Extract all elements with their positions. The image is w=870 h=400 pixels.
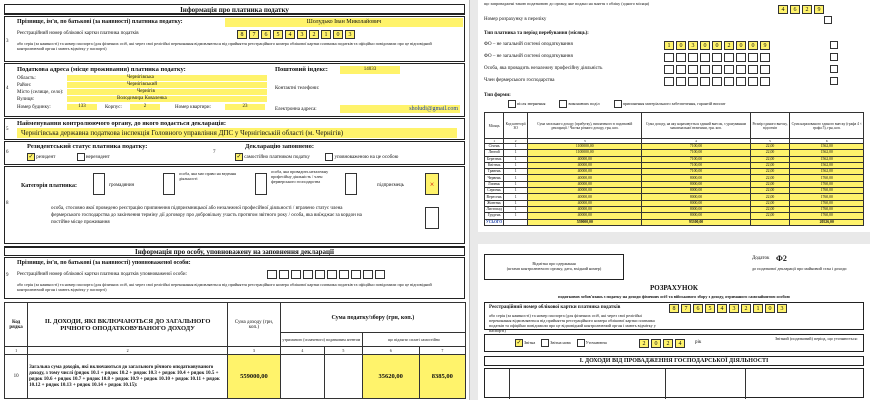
f2-id-note: або серія (за наявності) та номер паспорта (для фізичних осіб, які через свої релігійні переконання відмовляються від прийняття реєстраційного номера облікової картки платника податків та офіційно повідомили про це відповідний контролюючий орган і мають відмітку у паспорті) (489, 313, 656, 333)
esv-value-cell[interactable]: 22,00 (750, 169, 790, 175)
digit-cell[interactable] (736, 77, 746, 86)
digit-cell[interactable] (375, 270, 385, 279)
digit-cell[interactable] (351, 270, 361, 279)
digit-cell[interactable] (291, 270, 301, 279)
esv-value-cell[interactable]: 22,00 (750, 181, 790, 187)
esv-line (484, 52, 864, 64)
digit-cell[interactable] (676, 77, 686, 86)
digit-cell[interactable]: 3 (297, 30, 307, 39)
cat-entitled-label: особа, яка має право на ведення діяльності (179, 171, 236, 181)
digit-cell[interactable]: 2 (663, 339, 673, 348)
row10-text: Загальна сума доходів, які включаються до загального річного оподатковуваного доходу, з тому числі (рядок 10.1 + рядок 10.2 + рядок 10.3 + рядок 10.4 + рядок 10.5 + рядок 10.6 + рядок 10.7 + рядок 10.8 + рядок 10.9 + рядок 10.10 + рядок 10.11 + рядок 10.12 + рядок 10.13 + рядок 10.14 + рядок 10.15): (28, 355, 228, 399)
row10-self-mil[interactable]: 8385,00 (419, 355, 465, 399)
digit-cell[interactable]: 5 (705, 304, 715, 313)
payer-name-label: Прізвище, ім'я, по батькові (за наявності) платника податку: (17, 19, 183, 25)
house-field[interactable]: 133 (67, 104, 97, 110)
esv-value-cell[interactable]: 22,00 (750, 200, 790, 206)
esv-value-cell[interactable]: 1562,00 (790, 169, 864, 175)
nonresident-checkbox[interactable] (77, 153, 85, 161)
address-block: 4 Податкова адреса (місце проживання) платника податку: Поштовий індекс: 14033 Область: Чернігівська Район: Чернігівський Місто (селище, село): Чернігів Вулиця: Володимира Коваленка Номер будинку: 133 Корпус: 2 Номер квартири: 23 Контактні телефони: Електронна адреса: sholudi@gmail.com (4, 63, 465, 117)
cat-other-label: особа, стосовно якої проведено реєстрацію припинення підприємницької або незалежної професійної діяльності / втрачено статус члена фермерського господарства до закінчення терміну дії договору про добровільну участь протягом звітного року / особа, яка виїжджає за кордон на постійне місце проживання (51, 206, 362, 225)
f2-subtitle: податкових зобов'язань з податку на доходи фізичних осіб та військового збору з доходу, отриманого самозайнятою особою (558, 294, 790, 299)
esv-month-cell: Жовтень (485, 200, 504, 206)
rep-header: Інформація про особу, уповноважену на заповнення декларації (4, 246, 465, 256)
digit-cell[interactable]: 2 (639, 339, 649, 348)
esv-value-cell[interactable]: 40000,00 (528, 175, 642, 181)
info-header: Інформація про платника податку (4, 4, 465, 15)
esv-value-cell[interactable]: 22,00 (750, 188, 790, 194)
appendix-note: до податкової декларації про майновий стан і доходи (752, 266, 847, 271)
filled-header: Декларацію заповнено: (245, 143, 314, 150)
rep-id-note: або серія (за наявності) та номер паспорта (для фізичних осіб, які через свої релігійні переконання відмовляються від прийняття реєстраційного номера облікової картки платника податків та офіційно повідомили про це відповідний контролюючий орган і мають відмітку у паспорті) (17, 282, 432, 292)
year-cells[interactable] (639, 339, 685, 348)
digit-cell[interactable] (315, 270, 325, 279)
digit-cell[interactable] (688, 77, 698, 86)
digit-cell[interactable]: 2 (309, 30, 319, 39)
esv-month-cell: Червень (485, 175, 504, 181)
esv-value-cell[interactable] (750, 219, 790, 225)
digit-cell[interactable] (327, 270, 337, 279)
cat-professional-checkbox[interactable] (255, 173, 267, 195)
esv-value-cell[interactable]: 22,00 (750, 175, 790, 181)
esv-line-checkbox[interactable] (830, 53, 838, 61)
authority-block: 5 Найменування контролюючого органу, до якого подається декларація: Чернігівська державна податкова інспекція Головного управління ДПС у Чернігівській області (м. Чернігів) (4, 118, 465, 140)
region-field[interactable]: Чернігівська (67, 75, 267, 81)
esv-col-header: Розмір єдиного внеску, відсотків (750, 113, 790, 139)
digit-cell[interactable] (748, 77, 758, 86)
digit-cell[interactable] (724, 65, 734, 74)
city-field[interactable]: Чернігів (67, 89, 267, 95)
digit-cell[interactable]: 2 (724, 41, 734, 50)
digit-cell[interactable] (712, 77, 722, 86)
esv-reg-label: Номер розрахунку в переліку (484, 17, 547, 22)
f2-option-label: Звітна нова (549, 340, 571, 346)
digit-cell[interactable] (339, 270, 349, 279)
esv-month-cell: Грудень (485, 213, 504, 219)
income-table (4, 302, 466, 399)
esv-value-cell[interactable]: 1562,00 (790, 162, 864, 168)
apt-label: Номер квартири: (175, 105, 211, 110)
digit-cell[interactable]: 0 (765, 304, 775, 313)
f2-option-label: Уточнююча (584, 340, 607, 346)
esv-value-cell[interactable]: 40000,00 (528, 206, 642, 212)
street-field[interactable]: Володимира Коваленка (67, 96, 267, 102)
esv-month-cell: Лютий (485, 150, 504, 156)
month-cells[interactable] (778, 5, 824, 14)
digit-cell[interactable]: 9 (760, 41, 770, 50)
digit-cell[interactable] (760, 77, 770, 86)
esv-value-cell[interactable]: 1 (504, 175, 528, 181)
digit-cell[interactable] (724, 77, 734, 86)
digit-cell[interactable] (712, 65, 722, 74)
esv-value-cell[interactable]: 1 (504, 206, 528, 212)
filled-self-checkbox[interactable]: ✓ (236, 154, 242, 160)
col-section: II. ДОХОДИ, ЯКІ ВКЛЮЧАЮТЬСЯ ДО ЗАГАЛЬНОГО РІЧНОГО ОПОДАТКОВУВАНОГО ДОХОДУ (28, 303, 228, 347)
digit-cell[interactable] (363, 270, 373, 279)
esv-col-number: 3 (528, 139, 642, 144)
digit-cell[interactable]: 6 (261, 30, 271, 39)
esv-col-number: 1 (485, 139, 504, 144)
digit-cell[interactable]: 8 (237, 30, 247, 39)
f2-option-checkbox[interactable]: ✓ (516, 340, 522, 346)
digit-cell[interactable]: 0 (676, 41, 686, 50)
digit-cell[interactable]: 4 (717, 304, 727, 313)
f2-id-cells[interactable] (669, 304, 787, 313)
email-label: Електронна адреса: (275, 107, 317, 112)
esv-value-cell[interactable]: 22,00 (750, 162, 790, 168)
address-header: Податкова адреса (місце проживання) платника податку: (17, 66, 186, 73)
digit-cell[interactable]: 7 (249, 30, 259, 39)
cat-other-checkbox[interactable] (425, 207, 439, 229)
esv-line-label: Особа, яка провадить незалежну професійну діяльність (484, 66, 603, 71)
digit-cell[interactable]: 3 (688, 41, 698, 50)
esv-line-checkbox[interactable] (830, 41, 838, 49)
esv-value-cell[interactable]: 7100,00 (642, 150, 750, 156)
resident-checkbox[interactable]: ✓ (28, 154, 34, 160)
digit-cell[interactable]: 1 (753, 304, 763, 313)
esv-col-header: Сума загального доходу (прибутку), виплаченого в податковій декларації / Частка річного доходу, грн, коп. (528, 113, 642, 139)
digit-cell[interactable]: 9 (814, 5, 824, 14)
esv-value-cell[interactable]: 1760,00 (790, 194, 864, 200)
esv-value-cell[interactable]: 1 (504, 194, 528, 200)
rep-name-label: Прізвище, ім'я, по батькові (за наявності) уповноваженої особи: (17, 260, 191, 266)
f2-id-label: Реєстраційний номер облікової картки платника податків (489, 305, 621, 310)
col-number: 6 (362, 347, 419, 355)
esv-col-number: 2 (504, 139, 528, 144)
esv-section-label: Тип платника та період перебування (місяць): (484, 31, 589, 36)
type-option-label: виконавчих поділ (567, 101, 600, 107)
digit-cell[interactable] (664, 65, 674, 74)
esv-value-cell[interactable]: 1562,00 (790, 150, 864, 156)
esv-reg-checkbox[interactable] (824, 16, 832, 24)
esv-table (484, 112, 864, 226)
digit-cell[interactable] (736, 65, 746, 74)
resident-label: резидент (36, 155, 56, 161)
tax-id-cells[interactable] (237, 30, 355, 39)
esv-value-cell[interactable]: 7100,00 (642, 156, 750, 162)
authority-header: Найменування контролюючого органу, до якого подається декларація: (17, 120, 227, 127)
type-option-label: після звернення (516, 101, 546, 107)
payer-name-field[interactable]: Шолудько Іван Миколайович (225, 18, 463, 27)
digit-cell[interactable] (712, 53, 722, 62)
esv-value-cell[interactable]: 40000,00 (528, 200, 642, 206)
cat-citizen-checkbox[interactable] (93, 173, 105, 195)
esv-value-cell[interactable]: 22,00 (750, 206, 790, 212)
f2-type-block (484, 334, 864, 352)
esv-month-cell: Серпень (485, 188, 504, 194)
row10-income[interactable]: 559000,00 (228, 355, 281, 399)
digit-cell[interactable]: 0 (700, 41, 710, 50)
esv-line (484, 64, 864, 76)
esv-type-options (508, 100, 739, 108)
postal-header: Поштовий індекс: (275, 66, 328, 73)
digit-cell[interactable] (748, 53, 758, 62)
digit-cell[interactable] (676, 65, 686, 74)
rep-id-cells[interactable] (267, 270, 385, 279)
esv-col-header: Місяць (485, 113, 504, 139)
year-suffix: рік (695, 340, 702, 345)
digit-cell[interactable]: 0 (651, 339, 661, 348)
esv-col-number: 6 (790, 139, 864, 144)
digit-cell[interactable]: 4 (675, 339, 685, 348)
esv-value-cell[interactable]: 40000,00 (528, 188, 642, 194)
digit-cell[interactable]: 5 (273, 30, 283, 39)
esv-value-cell[interactable]: 1 (504, 188, 528, 194)
digit-cell[interactable] (700, 53, 710, 62)
digit-cell[interactable] (688, 65, 698, 74)
digit-cell[interactable] (676, 53, 686, 62)
tax-id-label: Реєстраційний номер облікової картки платника податків (17, 31, 139, 36)
digit-cell[interactable]: 3 (729, 304, 739, 313)
esv-value-cell[interactable]: 1 (504, 156, 528, 162)
row10-code: 10 (5, 355, 28, 399)
digit-cell[interactable]: 0 (712, 41, 722, 50)
f2-section-table (484, 368, 864, 398)
digit-cell[interactable]: 2 (802, 5, 812, 14)
postal-field[interactable]: 14033 (340, 66, 400, 74)
esv-value-cell[interactable] (504, 219, 528, 225)
esv-value-cell[interactable]: 1100000,00 (528, 150, 642, 156)
esv-value-cell[interactable]: 1562,00 (790, 144, 864, 150)
digit-cell[interactable]: 2 (741, 304, 751, 313)
esv-value-cell[interactable]: 1 (504, 213, 528, 219)
esv-value-cell[interactable]: 40000,00 (528, 213, 642, 219)
cat-citizen-label: громадянин (109, 183, 135, 188)
digit-cell[interactable]: 8 (669, 304, 679, 313)
esv-value-cell[interactable]: 40000,00 (528, 181, 642, 187)
cat-blank-checkbox[interactable] (345, 173, 357, 195)
esv-line (484, 40, 864, 52)
esv-line-checkbox[interactable] (830, 65, 838, 73)
esv-value-cell[interactable]: 1 (504, 144, 528, 150)
esv-value-cell[interactable]: 1 (504, 150, 528, 156)
building-label: Корпус: (105, 105, 122, 110)
digit-cell[interactable]: 1 (664, 41, 674, 50)
esv-value-cell[interactable]: 40000,00 (528, 162, 642, 168)
f2-option-checkbox[interactable] (577, 339, 585, 347)
esv-row (485, 219, 864, 225)
esv-value-cell[interactable]: 8000,00 (642, 181, 750, 187)
digit-cell[interactable]: 3 (777, 304, 787, 313)
esv-value-cell[interactable]: 40000,00 (528, 156, 642, 162)
esv-line-label: ФО – не загальній системі оподаткування (484, 42, 573, 47)
esv-month-cell: Листопад (486, 207, 502, 212)
esv-lines (484, 40, 864, 88)
esv-value-cell[interactable]: 1 (504, 200, 528, 206)
digit-cell[interactable] (700, 77, 710, 86)
appendix-label: Додаток (752, 256, 770, 261)
cat-entrepreneur-label: підприємець (377, 183, 404, 188)
f2-id-block (484, 302, 864, 333)
phone-label: Контактні телефони: (275, 86, 320, 91)
esv-value-cell[interactable]: 1760,00 (790, 175, 864, 181)
category-label: Категорія платника: (21, 183, 77, 189)
esv-col-number: 5 (750, 139, 790, 144)
esv-value-cell[interactable]: 22,00 (750, 144, 790, 150)
authority-field[interactable]: Чернігівська державна податкова інспекція Головного управління ДПС у Чернігівській області (м. Чернігів) (17, 128, 457, 138)
esv-value-cell[interactable]: 559000,00 (528, 219, 642, 225)
payer-block: Прізвище, ім'я, по батькові (за наявності) платника податку: Шолудько Іван Миколайович 3 Реєстраційний номер облікової картки платника податків 8 7 6 5 4 3 2 1 0 3 або серія (за наявності) та номер паспорта (для фізичних осіб, які через свої релігійні переконання відмовляються від прийняття реєстраційного номера облікової картки платника податків та офіційно повідомили про це відповідний контролюючий орган і мають відмітку у паспорті) (4, 16, 465, 62)
digit-cell[interactable] (736, 53, 746, 62)
esv-value-cell[interactable]: 8000,00 (642, 206, 750, 212)
esv-value-cell[interactable]: 7100,00 (642, 169, 750, 175)
esv-value-cell[interactable]: 1760,00 (790, 188, 864, 194)
esv-value-cell[interactable]: 20526,00 (790, 219, 864, 225)
digit-cell[interactable] (760, 53, 770, 62)
receipt-note: Відмітка про одержання (532, 261, 576, 266)
esv-value-cell[interactable]: 7100,00 (642, 144, 750, 150)
esv-value-cell[interactable]: 8000,00 (642, 200, 750, 206)
col-withheld: утриманого (сплаченого) податковим агентом (280, 333, 362, 347)
esv-line-label: Член фермерського господарства (484, 78, 555, 83)
esv-col-header: Код категорії ЗО (504, 113, 528, 139)
col-income: Сума доходу (грн, коп.) (228, 303, 281, 347)
digit-cell[interactable] (267, 270, 277, 279)
esv-value-cell[interactable]: 40000,00 (528, 169, 642, 175)
esv-value-cell[interactable]: 22,00 (750, 150, 790, 156)
nonresident-label: нерезидент (85, 155, 110, 161)
category-block: 8 Категорія платника: громадянин особа, яка має право на ведення діяльності особа, яка провадить незалежну професійну діяльність / член фермерського господарства підприємець × особа, стосовно якої проведено реєстрацію припинення підприємницької або незалежної професійної діяльності / втрачено статус члена фермерського господарства до закінчення терміну дії договору про добровільну участь протягом звітного року / особа, яка виїжджає за кордон на постійне місце проживання (4, 166, 465, 244)
digit-cell[interactable]: 4 (285, 30, 295, 39)
f2-page (478, 244, 870, 400)
esv-month-cell: Вересень (485, 194, 504, 200)
digit-cell[interactable]: 0 (333, 30, 343, 39)
filled-auth-checkbox[interactable] (325, 153, 333, 161)
digit-cell[interactable] (724, 53, 734, 62)
esv-line-checkbox[interactable] (830, 77, 838, 85)
col-number: 5 (324, 347, 362, 355)
region-label: Область: (17, 76, 36, 81)
digit-cell[interactable]: 1 (321, 30, 331, 39)
esv-value-cell[interactable]: 22,00 (750, 194, 790, 200)
digit-cell[interactable] (664, 77, 674, 86)
rep-block: 9 Прізвище, ім'я, по батькові (за наявності) уповноваженої особи: Реєстраційний номер облікової картки платника податків уповноваженої особи: або серія (за наявності) та номер паспорта (для фізичних осіб, які через свої релігійні переконання відмовляються від прийняття реєстраційного номера облікової картки платника податків та офіційно повідомили про це відповідний контролюючий орган і мають відмітку у паспорті) (4, 257, 465, 299)
col-number: 2 (28, 347, 228, 355)
esv-value-cell[interactable]: 8000,00 (642, 213, 750, 219)
esv-type-label: Тип форми: (484, 93, 511, 98)
esv-value-cell[interactable]: 1100000,00 (528, 144, 642, 150)
esv-value-cell[interactable]: 22,00 (750, 156, 790, 162)
filled-auth-label: уповноваженою на це особою (334, 155, 399, 161)
esv-value-cell[interactable]: 1760,00 (790, 213, 864, 219)
esv-month-cell: Липень (485, 181, 504, 187)
residency-header: Резидентський статус платника податку: (27, 143, 148, 150)
col-number: 3 (228, 347, 281, 355)
tax-id-note: або серія (за наявності) та номер паспорта (для фізичних осіб, які через свої релігійні переконання відмовляються від прийняття реєстраційного номера облікової картки платника податків та офіційно повідомили про це відповідний контролюючий орган і мають відмітку у паспорті) (17, 41, 432, 51)
esv-top-note: що запроваджені такою податковою до органу, яке подано на зняття з обліку (одного місяця) (484, 1, 650, 6)
district-label: Район: (17, 83, 32, 88)
rep-id-label: Реєстраційний номер облікової картки платника податків уповноваженої особи: (17, 272, 187, 277)
esv-month-cell: Січень (485, 144, 504, 150)
col-number: 1 (5, 347, 28, 355)
esv-value-cell[interactable]: 1562,00 (790, 156, 864, 162)
esv-month-cell: Травень (485, 169, 504, 175)
digit-cell[interactable]: 7 (681, 304, 691, 313)
esv-value-cell[interactable]: 1760,00 (790, 181, 864, 187)
cat-professional-label: особа, яка провадить незалежну професійну діяльність / член фермерського господарства (271, 169, 329, 184)
esv-line-label: ФО – не загальній системі оподаткування (484, 54, 573, 59)
esv-value-cell[interactable]: 1 (504, 181, 528, 187)
digit-cell[interactable]: 6 (693, 304, 703, 313)
esv-value-cell[interactable]: 22,00 (750, 213, 790, 219)
esv-value-cell[interactable]: 8000,00 (642, 188, 750, 194)
esv-value-cell[interactable]: 1 (504, 162, 528, 168)
digit-cell[interactable] (748, 65, 758, 74)
esv-month-cell: Березень (485, 156, 504, 162)
cat-entitled-checkbox[interactable] (163, 173, 175, 195)
esv-value-cell[interactable]: 93300,00 (642, 219, 750, 225)
row10-withheld-mil[interactable] (324, 355, 362, 399)
esv-value-cell[interactable]: 8000,00 (642, 194, 750, 200)
filled-self-label: самостійно платником податку (244, 155, 310, 161)
digit-cell[interactable]: 6 (790, 5, 800, 14)
esv-month-cell: УСЬОГО (486, 219, 503, 224)
receipt-note2: (штамп контролюючого органу, дата, вхідний номер) (506, 266, 602, 271)
esv-page (478, 0, 870, 232)
esv-month-cell: Квітень (485, 162, 504, 168)
esv-col-number: 4 (642, 139, 750, 144)
digit-cell[interactable] (760, 65, 770, 74)
city-label: Місто (селище, село): (17, 90, 64, 95)
row10-withheld-pdfo[interactable] (280, 355, 324, 399)
digit-cell[interactable] (688, 53, 698, 62)
period-label: Звітний (податковий) період, що уточнюється: (775, 336, 858, 341)
col-code: Код рядка (5, 303, 28, 347)
esv-col-header: Сума доходу, на яку нараховується єдиний внесок, з урахуванням максимальної величини, грн. коп. (642, 113, 750, 139)
esv-value-cell[interactable]: 1 (504, 169, 528, 175)
house-label: Номер будинку: (17, 105, 51, 110)
f2-option-label: Звітна (523, 340, 536, 346)
f2-section-header: І. ДОХОДИ ВІД ПРОВАДЖЕННЯ ГОСПОДАРСЬКОЇ ДІЯЛЬНОСТІ (484, 356, 864, 366)
digit-cell[interactable] (700, 65, 710, 74)
digit-cell[interactable] (303, 270, 313, 279)
digit-cell[interactable]: 3 (345, 30, 355, 39)
type-option-label: припинення матеріального забезпечення, гарантій виплат (621, 101, 726, 107)
esv-line (484, 76, 864, 88)
cat-entrepreneur-checkbox[interactable]: × (425, 173, 439, 195)
col-number: 4 (280, 347, 324, 355)
receipt-stamp-box (484, 254, 624, 280)
esv-value-cell[interactable]: 7100,00 (642, 162, 750, 168)
type-option-checkbox[interactable] (614, 100, 622, 108)
building-field[interactable]: 2 (130, 104, 160, 110)
digit-cell[interactable]: 0 (748, 41, 758, 50)
digit-cell[interactable]: 0 (736, 41, 746, 50)
esv-value-cell[interactable]: 1760,00 (790, 200, 864, 206)
digit-cell[interactable] (664, 53, 674, 62)
street-label: Вулиця: (17, 97, 35, 102)
esv-value-cell[interactable]: 40000,00 (528, 194, 642, 200)
esv-col-header: Сума нарахованого єдиного внеску (графа 4 × графа 5), грн, коп. (790, 113, 864, 139)
col-tax: Сума податку/збору (грн, коп.) (280, 303, 465, 333)
esv-value-cell[interactable]: 8000,00 (642, 175, 750, 181)
row10-self-pdfo[interactable]: 35620,00 (362, 355, 419, 399)
status-block: 6 Резидентський статус платника податку: ✓ резидент нерезидент 7 Декларацію заповнено: ✓ самостійно платником податку уповноваженою на це особою (4, 141, 465, 165)
type-option-checkbox[interactable] (508, 100, 516, 108)
email-field[interactable]: sholudi@gmail.com (340, 105, 460, 113)
appendix-code: Ф2 (776, 254, 787, 263)
apt-field[interactable]: 23 (225, 104, 265, 110)
esv-value-cell[interactable]: 1760,00 (790, 206, 864, 212)
col-selfpaid: що підлягає сплаті самостійно (362, 333, 465, 347)
f2-title: РОЗРАХУНОК (650, 284, 698, 292)
digit-cell[interactable]: 4 (778, 5, 788, 14)
col-number: 7 (419, 347, 465, 355)
district-field[interactable]: Чернігівський (67, 82, 267, 88)
digit-cell[interactable] (279, 270, 289, 279)
